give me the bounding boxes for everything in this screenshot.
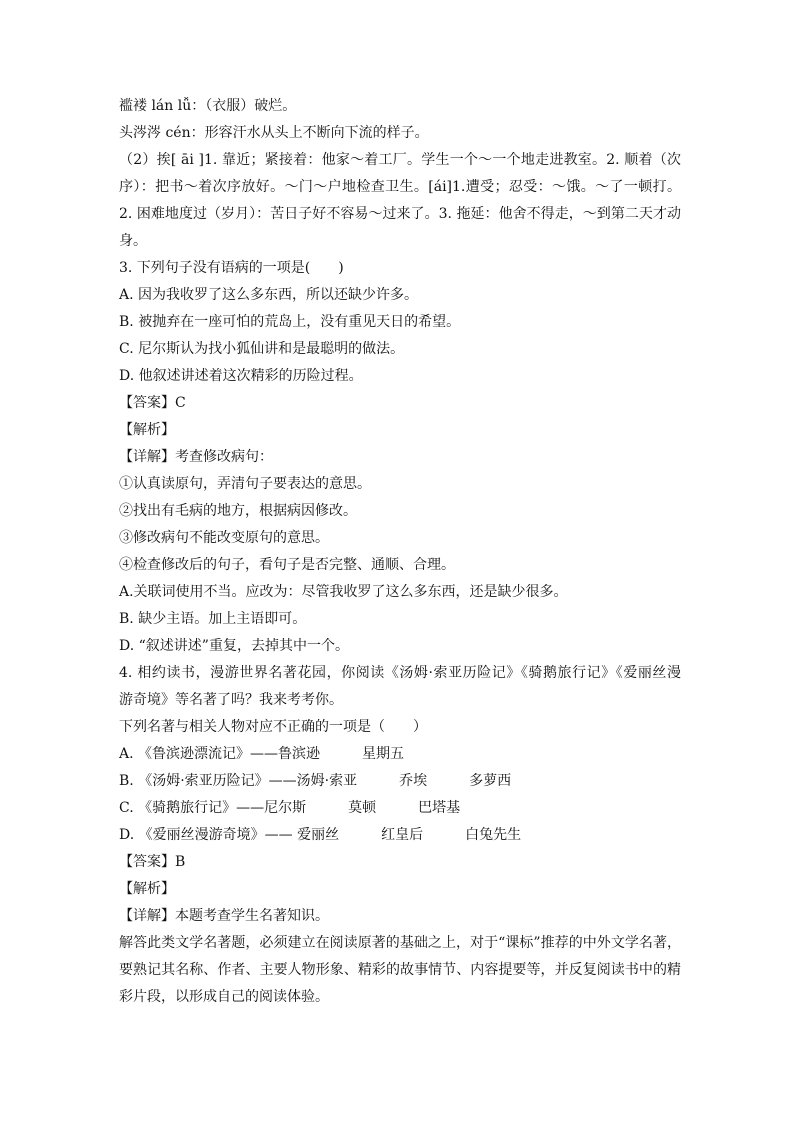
analysis-label: 【解析】 [119, 881, 175, 897]
analysis-label: 【解析】 [119, 422, 175, 438]
option-d: D. 他叙述讲述着这次精彩的历险过程。 [119, 368, 363, 384]
explanation-line: A.关联词使用不当。应改为：尽管我收罗了这么多东西，还是缺少很多。 [119, 584, 568, 600]
text-line: （2）挨[ āi ]1. 靠近；紧接着：他家～着工厂。学生一个～一个地走进教室。2. 顺着（次 [119, 152, 681, 168]
text-line: 序）：把书～着次序放好。～门～户地检查卫生。[ái]1.遭受；忍受：～饿。～了一顿打。 [119, 179, 681, 195]
detail-label: 【详解】考查修改病句： [119, 449, 273, 465]
explanation-line: B. 缺少主语。加上主语即可。 [119, 611, 307, 627]
document-body [119, 93, 681, 1011]
question-4-stem: 4. 相约读书，漫游世界名著花园，你阅读《汤姆·索亚历险记》《骑鹅旅行记》《爱丽丝漫 [119, 665, 681, 681]
step-item: ③修改病句不能改变原句的意思。 [119, 530, 329, 546]
question-4-stem: 游奇境》等名著了吗？我来考考你。 [119, 692, 343, 708]
question-3-stem: 3. 下列句子没有语病的一项是( ) [119, 260, 344, 276]
question-4-prompt: 下列名著与相关人物对应不正确的一项是（ ） [119, 719, 427, 735]
option-d: D. 《爱丽丝漫游奇境》—— 爱丽丝 红皇后 白兔先生 [119, 827, 522, 843]
option-b: B. 被抛弃在一座可怕的荒岛上，没有重见天日的希望。 [119, 314, 461, 330]
detail-label: 【详解】本题考查学生名著知识。 [119, 908, 329, 924]
option-c: C. 《骑鹅旅行记》——尼尔斯 莫顿 巴塔基 [119, 800, 461, 816]
answer-label: 【答案】B [119, 854, 186, 870]
text-line: 2. 困难地度过（岁月）：苦日子好不容易～过来了。3. 拖延：他舍不得走，～到第二天才动 [119, 206, 681, 222]
explanation-line: 要熟记其名称、作者、主要人物形象、精彩的故事情节、内容提要等，并反复阅读书中的精 [119, 962, 681, 978]
text-line: 褴褛 lán lǚ：（衣服）破烂。 [119, 98, 297, 114]
step-item: ②找出有毛病的地方，根据病因修改。 [119, 503, 357, 519]
option-b: B. 《汤姆·索亚历险记》——汤姆·索亚 乔埃 多萝西 [119, 773, 512, 789]
step-item: ①认真读原句，弄清句子要表达的意思。 [119, 476, 371, 492]
text-line: 头涔涔 cén：形容汗水从头上不断向下流的样子。 [119, 125, 429, 141]
option-a: A. 因为我收罗了这么多东西，所以还缺少许多。 [119, 287, 419, 303]
explanation-line: D. “叙述讲述”重复，去掉其中一个。 [119, 638, 349, 654]
option-c: C. 尼尔斯认为找小狐仙讲和是最聪明的做法。 [119, 341, 405, 357]
text-line: 身。 [119, 233, 147, 249]
step-item: ④检查修改后的句子，看句子是否完整、通顺、合理。 [119, 557, 455, 573]
explanation-line: 解答此类文学名著题，必须建立在阅读原著的基础之上，对于“课标”推荐的中外文学名著， [119, 935, 681, 951]
answer-label: 【答案】C [119, 395, 186, 411]
explanation-line: 彩片段，以形成自己的阅读体验。 [119, 989, 329, 1005]
option-a: A. 《鲁滨逊漂流记》——鲁滨逊 星期五 [119, 746, 405, 762]
